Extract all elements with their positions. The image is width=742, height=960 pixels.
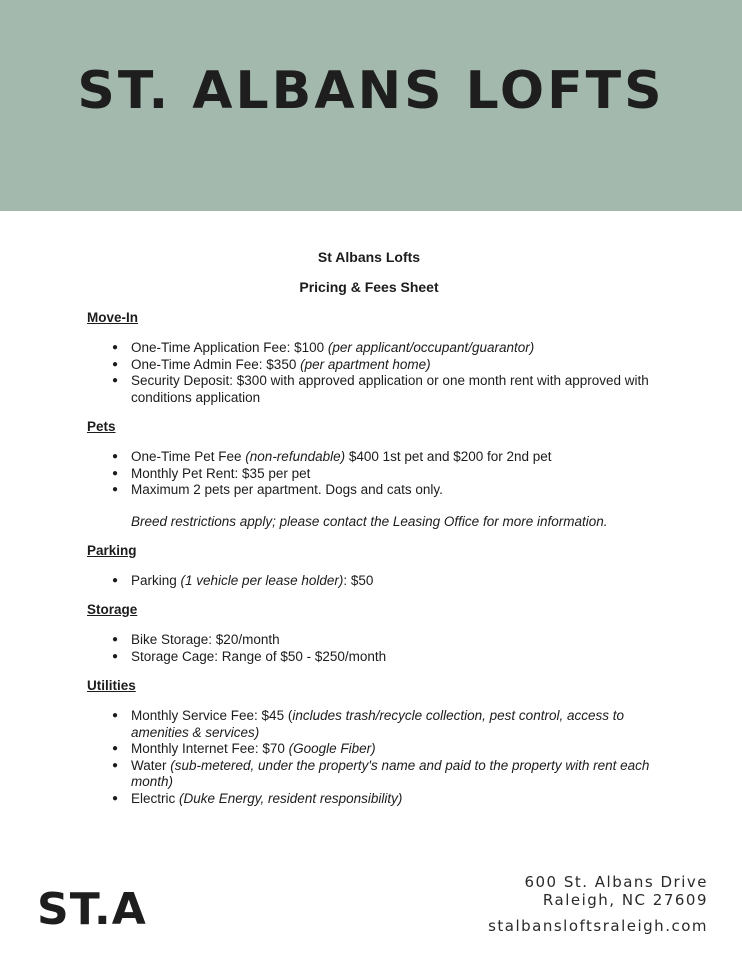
bullet-icon: ● xyxy=(111,484,119,495)
list-item: ● Bike Storage: $20/month xyxy=(87,632,667,649)
footer-address xyxy=(488,873,708,935)
list-item: ● Monthly Service Fee: $45 (includes trash/recycle collection, pest control, access to amenities & services) xyxy=(87,708,667,741)
pets-list xyxy=(87,449,667,499)
move-in-list xyxy=(87,340,667,406)
header-banner xyxy=(0,0,742,211)
bullet-icon: ● xyxy=(111,342,119,353)
bullet-icon: ● xyxy=(111,634,119,645)
list-item: ● Electric (Duke Energy, resident responsibility) xyxy=(87,791,667,808)
document-title: St Albans Lofts xyxy=(317,249,421,265)
list-item: ● One-Time Pet Fee (non-refundable) $400 1st pet and $200 for 2nd pet xyxy=(87,449,667,466)
list-item: ● Water (sub-metered, under the property's name and paid to the property with rent each month) xyxy=(87,758,667,791)
section-heading-parking: Parking xyxy=(87,542,137,558)
bullet-icon: ● xyxy=(111,451,119,462)
footer-logo: ST.A xyxy=(37,884,147,935)
list-item: ● One-Time Admin Fee: $350 (per apartment home) xyxy=(87,357,667,374)
address-line-2: Raleigh, NC 27609 xyxy=(542,891,708,909)
bullet-icon: ● xyxy=(111,467,119,479)
bullet-icon: ● xyxy=(111,743,119,754)
brand-logo: ST. ALBANS LOFTS xyxy=(77,61,665,121)
document-subtitle: Pricing & Fees Sheet xyxy=(299,279,439,295)
bullet-icon: ● xyxy=(111,358,119,370)
utilities-list xyxy=(87,708,667,807)
list-item: ● One-Time Application Fee: $100 (per applicant/occupant/guarantor) xyxy=(87,340,667,357)
section-heading-storage: Storage xyxy=(87,602,138,617)
list-item: ● Storage Cage: Range of $50 - $250/month xyxy=(87,649,667,666)
address-line-1: 600 St. Albans Drive xyxy=(524,873,708,891)
bullet-icon: ● xyxy=(111,574,119,586)
bullet-icon: ● xyxy=(111,759,119,771)
section-heading-utilities: Utilities xyxy=(87,678,136,693)
section-heading-move-in: Move-In xyxy=(87,310,139,325)
list-item: ● Monthly Pet Rent: $35 per pet xyxy=(87,466,667,483)
fee-sheet xyxy=(87,247,667,807)
parking-list xyxy=(87,573,667,590)
bullet-icon: ● xyxy=(111,792,119,804)
bullet-icon: ● xyxy=(111,650,119,662)
pets-note: Breed restrictions apply; please contact the Leasing Office for more information. xyxy=(131,513,608,529)
bullet-icon: ● xyxy=(111,375,119,386)
list-item: ● Parking (1 vehicle per lease holder): $50 xyxy=(87,573,667,590)
website-link[interactable]: stalbansloftsraleigh.com xyxy=(488,917,708,935)
list-item: ● Security Deposit: $300 with approved application or one month rent with approved with conditions application xyxy=(87,373,667,406)
list-item: ● Monthly Internet Fee: $70 (Google Fiber) xyxy=(87,741,667,758)
storage-list xyxy=(87,632,667,665)
bullet-icon: ● xyxy=(111,710,119,721)
list-item: ● Maximum 2 pets per apartment. Dogs and cats only. xyxy=(87,482,667,499)
section-heading-pets: Pets xyxy=(87,419,116,434)
